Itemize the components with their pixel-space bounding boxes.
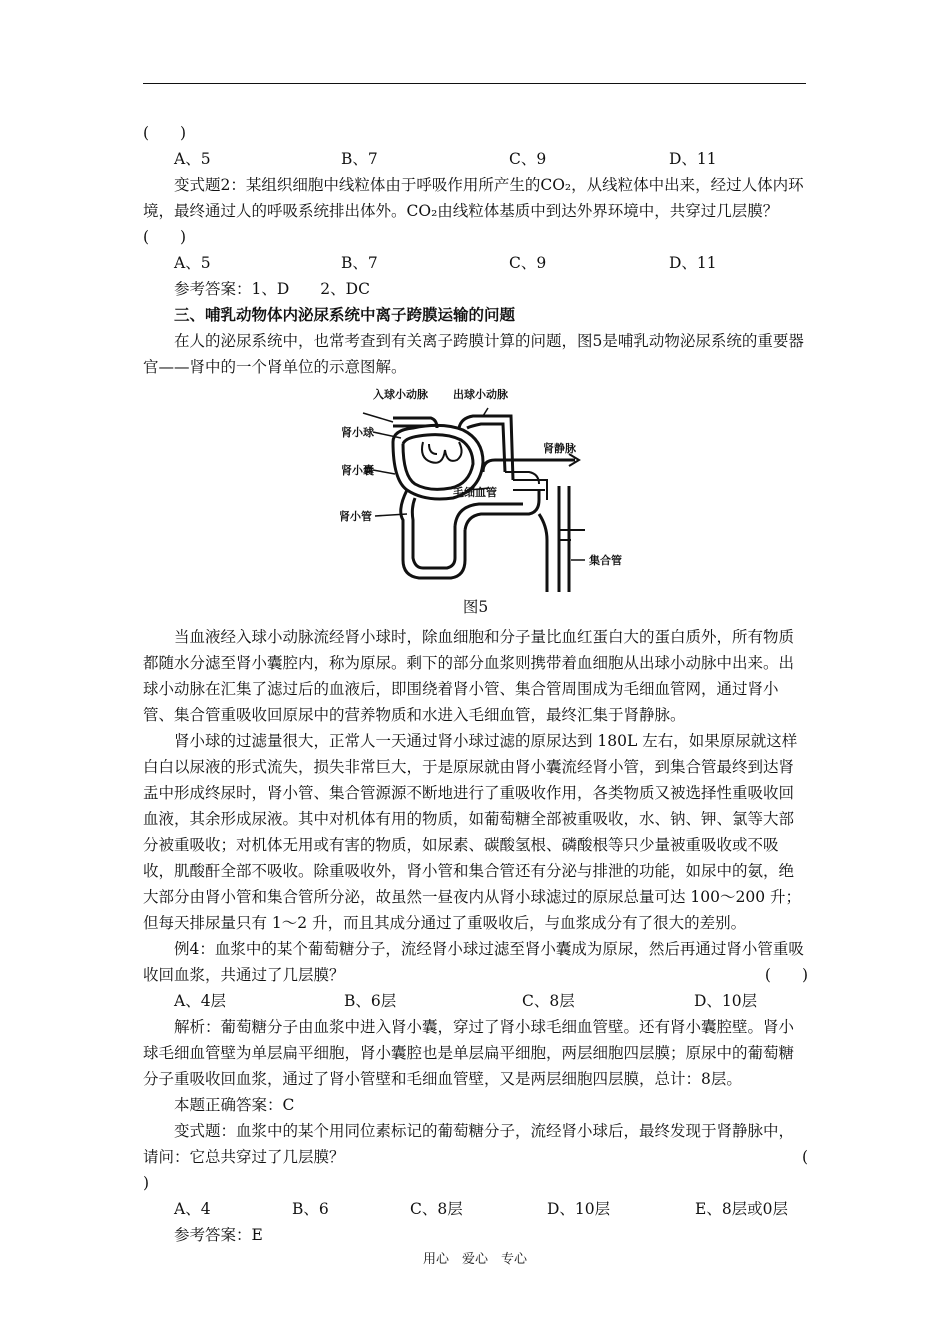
variant3-paren-close: )	[143, 1174, 150, 1192]
option-d: D、10层	[694, 992, 758, 1010]
intro-paragraph: 在人的泌尿系统中，也常考查到有关离子跨膜计算的问题，图5是哺乳动物泌尿系统的重要器官——肾中的一个肾单位的示意图解。	[143, 332, 804, 376]
option-c: C、9	[509, 254, 547, 272]
option-d: D、11	[669, 150, 717, 168]
paragraph-2: 肾小球的过滤量很大，正常人一天通过肾小球过滤的原尿达到 180L 左右，如果原尿就这样白白以尿液的形式流失，损失非常巨大，于是原尿就由肾小囊流经肾小管，到集合管最终到达肾盂中形成终尿时，肾小管、集合管源源不断地进行了重吸收作用，各类物质又被选择性重吸收回血液，其余形成尿液。其中对机体有用的物质，如葡萄糖全部被重吸收，水、钠、钾、氯等大部分被重吸收；对机体无用或有害的物质，如尿素、碳酸氢根、磷酸根等只少量被重吸收或不吸收，肌酸酐全部不吸收。除重吸收外，肾小管和集合管还有分泌与排泄的功能，如尿中的氨，绝大部分由肾小管和集合管所分泌，故虽然一昼夜内从肾小球滤过的原尿总量可达 100～200 升；但每天排尿量只有 1～2 升，而且其成分通过了重吸收后，与血浆成分有了很大的差别。	[143, 732, 802, 932]
option-d: D、10层	[547, 1200, 611, 1218]
label-capillary: 毛细血管	[453, 486, 497, 499]
nephron-figure	[143, 380, 808, 592]
variant2-question: 变式题2：某组织细胞中线粒体由于呼吸作用所产生的CO₂，从线粒体中出来，经过人体内环境，最终通过人的呼吸系统排出体外。CO₂由线粒体基质中到达外界环境中，共穿过几层膜？ ( )	[143, 176, 887, 246]
label-collecting-duct: 集合管	[589, 554, 622, 567]
label-in-artery: 入球小动脉	[373, 388, 428, 401]
option-c: C、8层	[410, 1200, 463, 1218]
variant3-paren-open: (	[801, 1148, 808, 1166]
nephron-diagram	[333, 380, 633, 592]
label-tubule: 肾小管	[339, 510, 372, 523]
option-a: A、5	[174, 150, 211, 168]
figure-caption: 图5	[462, 598, 489, 616]
reference-answer: 参考答案：1、D 2、DC	[174, 280, 370, 298]
option-e: E、8层或0层	[695, 1200, 789, 1218]
label-capsule: 肾小囊	[341, 464, 374, 477]
label-out-artery: 出球小动脉	[453, 388, 508, 401]
section-title: 三、哺乳动物体内泌尿系统中离子跨膜运输的问题	[174, 306, 516, 324]
paragraph-1: 当血液经入球小动脉流经肾小球时，除血细胞和分子量比血红蛋白大的蛋白质外，所有物质都随水分滤至肾小囊腔内，称为原尿。剩下的部分血浆则携带着血细胞从出球小动脉中出来。出球小动脉在汇集了滤过后的血液后，即围绕着肾小管、集合管周围成为毛细血管网，通过肾小管、集合管重吸收回原尿中的营养物质和水进入毛细血管，最终汇集于肾静脉。	[143, 628, 795, 724]
document-body	[143, 120, 887, 1248]
analysis: 解析：葡萄糖分子由血浆中进入肾小囊，穿过了肾小球毛细血管壁。还有肾小囊腔壁。肾小球毛细血管壁为单层扁平细胞，肾小囊腔也是单层扁平细胞，两层细胞四层膜；原尿中的葡萄糖分子重吸收回血浆，通过了肾小管壁和毛细血管壁，又是两层细胞四层膜，总计：8层。	[143, 1018, 795, 1088]
variant3-text: 变式题：血浆中的某个用同位素标记的葡萄糖分子，流经肾小球后，最终发现于肾静脉中，请问：它总共穿过了几层膜？	[143, 1122, 795, 1166]
page-footer: 用心 爱心 专心	[422, 1252, 527, 1267]
option-b: B、6层	[344, 992, 397, 1010]
option-a: A、4	[174, 1200, 211, 1218]
option-b: B、6	[292, 1200, 329, 1218]
options-row	[143, 250, 808, 276]
options-row	[143, 146, 808, 172]
label-glomerulus: 肾小球	[341, 426, 374, 439]
options-row	[143, 988, 808, 1014]
reference-answer: 参考答案：E	[174, 1226, 263, 1244]
option-a: A、4层	[174, 992, 227, 1010]
option-c: C、8层	[522, 992, 575, 1010]
example4-question	[143, 936, 808, 988]
option-d: D、11	[669, 254, 717, 272]
options-row	[143, 1196, 808, 1222]
correct-answer: 本题正确答案：C	[174, 1096, 295, 1114]
variant3-question	[143, 1118, 808, 1170]
option-b: B、7	[341, 150, 378, 168]
option-c: C、9	[509, 150, 547, 168]
question-paren: ( )	[143, 124, 187, 142]
option-a: A、5	[174, 254, 211, 272]
option-b: B、7	[341, 254, 378, 272]
label-renal-vein: 肾静脉	[543, 442, 576, 455]
example4-paren: ( )	[764, 966, 808, 984]
example4-text: 例4：血浆中的某个葡萄糖分子，流经肾小球过滤至肾小囊成为原尿，然后再通过肾小管重吸收回血浆，共通过了几层膜？	[143, 940, 804, 984]
header-rule	[143, 83, 806, 84]
